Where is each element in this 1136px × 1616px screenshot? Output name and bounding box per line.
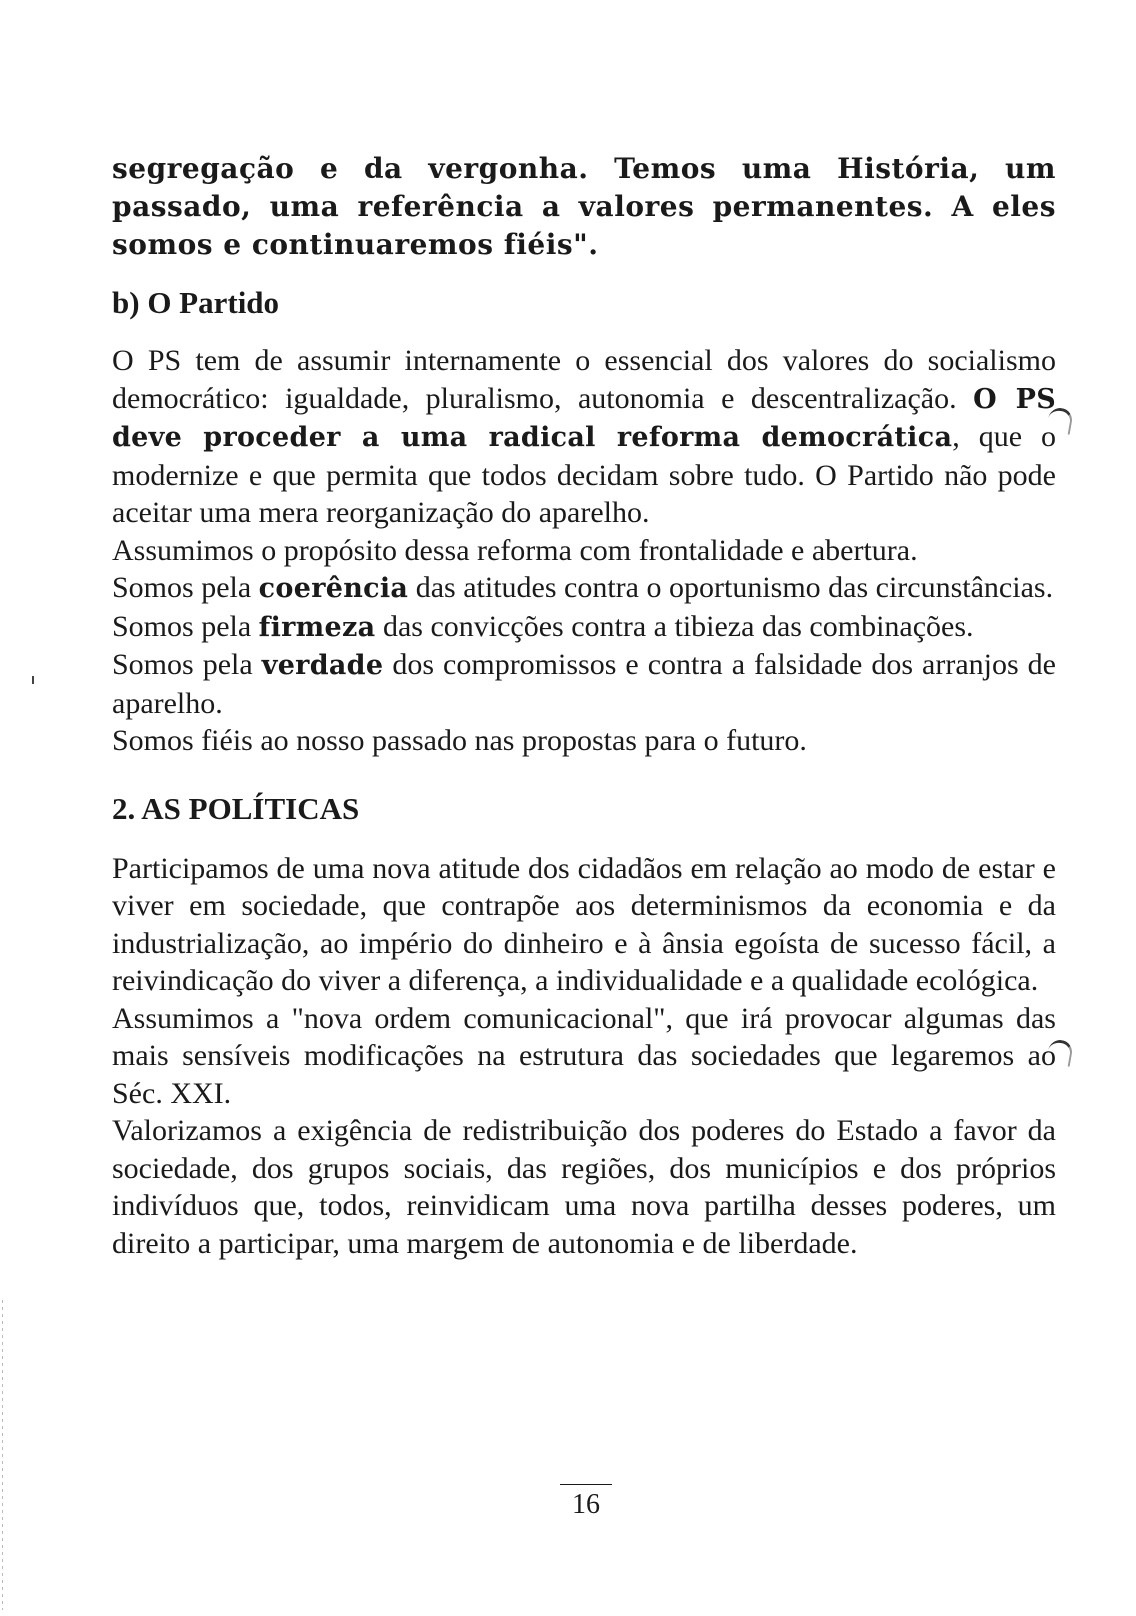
section-heading-partido: b) O Partido <box>112 285 280 320</box>
paragraph-verdade <box>112 646 1056 722</box>
text-run: Somos pela <box>112 609 259 643</box>
page-number: 16 <box>560 1484 612 1521</box>
opening-paragraph: segregação e da vergonha. Temos uma História, um passado, uma referência a valores permanentes. A eles somos e continuaremos fiéis". <box>112 152 1056 261</box>
scan-speck <box>32 676 34 684</box>
bold-text: firmeza <box>258 611 376 643</box>
text-run: Somos pela <box>112 648 262 681</box>
text-run: das convicções contra a tibieza das combinações. <box>375 609 974 643</box>
text-run: , que o modernize e que permita que todos decidam sobre tudo. O Partido não pode aceitar uma mera reorganização do aparelho. <box>112 420 1056 529</box>
bold-text: O PS deve proceder a uma radical reforma democrática <box>112 383 1056 453</box>
paragraph-participamos: Participamos de uma nova atitude dos cidadãos em relação ao modo de estar e viver em sociedade, que contrapõe aos determinismos da economia e da industrialização, ao império do dinheiro e à ânsia egoísta de sucesso fácil, a reivindicação do viver a diferença, a individualidade e a qualidade ecológica. <box>112 851 1056 997</box>
paragraph-coerencia <box>112 569 1056 608</box>
bold-text: coerência <box>258 573 409 604</box>
section-heading-politicas: 2. AS POLÍTICAS <box>112 790 360 826</box>
page-body <box>112 150 1056 1262</box>
paragraph-proposito: Assumimos o propósito dessa reforma com frontalidade e abertura. <box>112 533 918 567</box>
paragraph-comunicacional: Assumimos a "nova ordem comunicacional", que irá provocar algumas das mais sensíveis modificações na estrutura das sociedades que legaremos ao Séc. XXI. <box>112 1001 1056 1110</box>
bold-text: verdade <box>261 650 384 681</box>
scan-edge <box>2 1300 3 1610</box>
text-run: Somos pela <box>112 571 259 604</box>
text-run: O PS tem de assumir internamente o essencial dos valores do socialismo democrático: igualdade, pluralismo, autonomia e descentralização. <box>112 344 1056 415</box>
text-run: das atitudes contra o oportunismo das circunstâncias. <box>408 571 1054 604</box>
paragraph-reforma <box>112 342 1056 532</box>
paragraph-fieis: Somos fiéis ao nosso passado nas propostas para o futuro. <box>112 724 807 757</box>
paragraph-valorizamos: Valorizamos a exigência de redistribuição dos poderes do Estado a favor da sociedade, dos grupos sociais, das regiões, dos municípios e dos próprios indivíduos que, todos, reinvidicam uma nova partilha desses poderes, um direito a participar, uma margem de autonomia e de liberdade. <box>112 1114 1056 1260</box>
paragraph-firmeza <box>112 608 1056 647</box>
text-run: dos compromissos e contra a falsidade dos arranjos de aparelho. <box>112 648 1056 720</box>
